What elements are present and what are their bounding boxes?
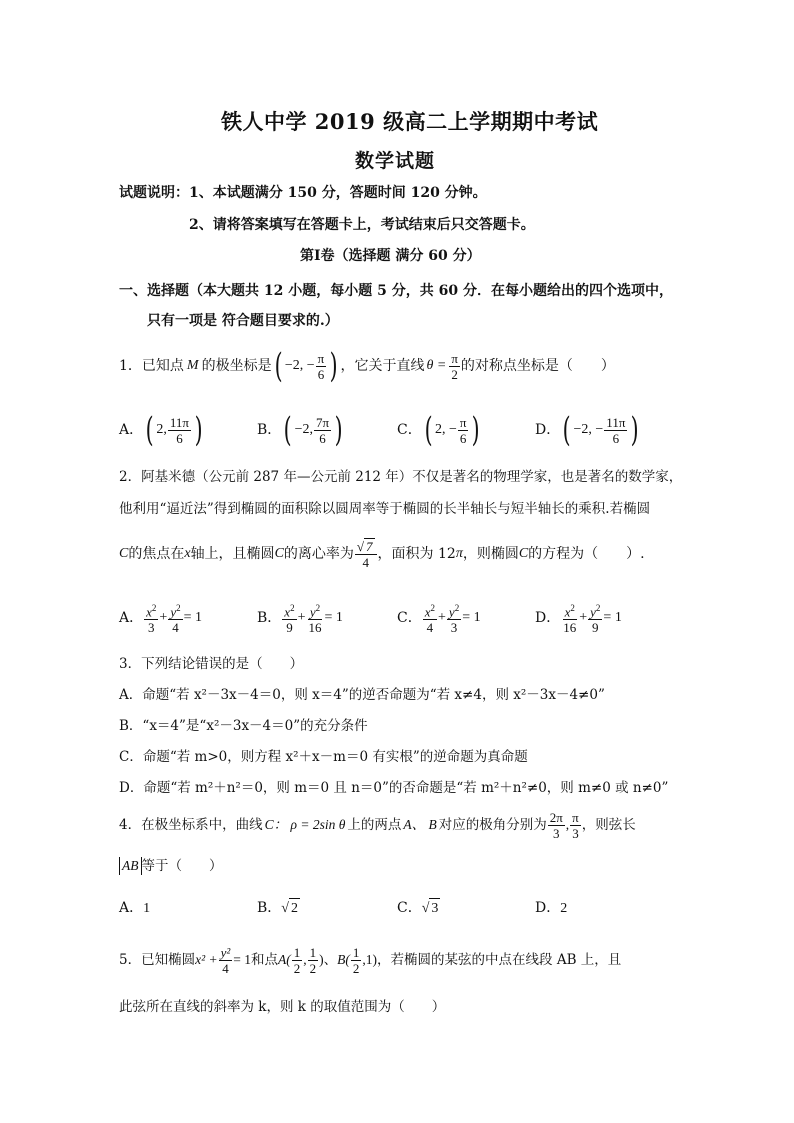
q4-text: 4．在极坐标系中，曲线 bbox=[119, 817, 263, 833]
frac-y bbox=[447, 601, 461, 635]
frac-den: 9 bbox=[592, 620, 599, 636]
frac-den: 4 bbox=[362, 555, 369, 570]
q3-option-d[interactable]: D．命题“若 m²＋n²＝0，则 m＝0 且 n＝0”的否命题是“若 m²＋n²≠0，则 m≠0 或 n≠0” bbox=[119, 780, 669, 796]
q1-text: 的极坐标是 bbox=[201, 358, 272, 374]
section-heading-2: 只有一项是 符合题目要求的.） bbox=[147, 313, 339, 329]
option-value: 2 bbox=[560, 901, 568, 916]
q2-text: ，则椭圆 bbox=[462, 546, 519, 562]
radicand: 3 bbox=[429, 898, 440, 919]
frac-num: 1 bbox=[309, 944, 317, 960]
q1-option-d[interactable] bbox=[535, 410, 642, 450]
q4-points: A、 B bbox=[403, 817, 437, 832]
q4-option-c[interactable] bbox=[397, 898, 440, 919]
q4-option-d[interactable] bbox=[535, 898, 567, 919]
frac-den: 4 bbox=[172, 620, 179, 636]
q1-text: 已知点 bbox=[141, 358, 184, 374]
frac-num: $y^2$ bbox=[448, 602, 460, 620]
frac-num: π bbox=[572, 809, 579, 825]
frac-num: 7π bbox=[315, 414, 330, 430]
point-b: B( bbox=[337, 952, 350, 967]
section-heading-1: 一、选择题（本大题共 12 小题，每小题 5 分，共 60 分．在每小题给出的四个选项中， bbox=[119, 283, 673, 299]
frac-den: 3 bbox=[148, 620, 155, 636]
q1-coord: −2, − bbox=[284, 358, 315, 373]
point-a: A( bbox=[278, 952, 291, 967]
half-fraction bbox=[351, 945, 362, 976]
radicand: 7 bbox=[366, 539, 373, 554]
option-value: −2, bbox=[294, 422, 313, 437]
paren-left-icon: ( bbox=[274, 346, 283, 386]
q3-stem: 3．下列结论错误的是（ ） bbox=[119, 656, 304, 672]
frac-x bbox=[144, 601, 158, 635]
frac-den: 2 bbox=[352, 960, 360, 976]
q4-stem: 4．在极坐标系中，曲线 C： ρ = 2sin θ 上的两点 A、 B 对应的极角分别为 $\frac{2\pi}{3}$ , $\frac{\pi}{3}$ ，则弦长 bbox=[119, 809, 636, 841]
equals-one: = 1 bbox=[462, 610, 481, 625]
q4-option-a[interactable] bbox=[119, 898, 150, 919]
frac-num bbox=[355, 538, 377, 555]
angle-fraction-2 bbox=[570, 810, 581, 841]
option-fraction bbox=[314, 415, 331, 446]
var-c: C bbox=[518, 546, 529, 561]
q5-stem: 5．已知椭圆 x² + $\frac{\text{y²}}{4}$ = 1 和点 A( $\frac{1}{2}$ , $\frac{1}{2}$ )、 B( $\frac{1}{2}$ ,1) ，若椭圆的某弦的中点在线段 AB 上，且 bbox=[119, 944, 622, 976]
q4-option-b[interactable] bbox=[257, 898, 300, 919]
q1-text: ，它关于直线 bbox=[340, 358, 425, 374]
frac-num: $x^2$ bbox=[564, 602, 575, 620]
q1-fraction bbox=[316, 351, 327, 382]
frac-num: 11π bbox=[169, 414, 189, 430]
frac-num: 1 bbox=[293, 944, 301, 960]
var-c: C bbox=[119, 546, 129, 561]
frac-num: $y^2$ bbox=[590, 602, 601, 620]
q1-line-fraction bbox=[449, 351, 460, 382]
q4-text: 上的两点 bbox=[347, 817, 402, 833]
volume-heading: 第Ⅰ卷（选择题 满分 60 分） bbox=[300, 248, 481, 264]
q2-option-a[interactable]: A． $\frac{x^2}{3}$ + $\frac{y^2}{4}$ = 1 bbox=[119, 602, 202, 636]
q5-text: ，若椭圆的某弦的中点在线段 AB 上，且 bbox=[377, 952, 622, 968]
paren-left-icon: ( bbox=[562, 410, 571, 450]
frac-den: 4 bbox=[426, 620, 434, 636]
option-label: B． bbox=[257, 610, 282, 626]
frac-den: 2 bbox=[293, 960, 301, 976]
exam-subtitle: 数学试题 bbox=[355, 150, 436, 172]
sqrt-icon: √ 2 bbox=[281, 898, 300, 919]
frac-den: 16 bbox=[563, 620, 577, 636]
frac-num: $x^2$ bbox=[146, 602, 157, 620]
paren-left-icon: ( bbox=[283, 410, 292, 450]
q2-line1: 2．阿基米德（公元前 287 年—公元前 212 年）不仅是著名的物理学家，也是著名的数学家， bbox=[119, 469, 683, 485]
option-label: C． bbox=[397, 900, 422, 916]
frac-den: 3 bbox=[572, 825, 579, 841]
option-label: D． bbox=[535, 610, 561, 626]
frac-x bbox=[561, 601, 578, 635]
option-label: A． bbox=[119, 422, 144, 438]
pi-symbol: π bbox=[455, 546, 463, 561]
option-value: 2, bbox=[156, 422, 167, 437]
q2-option-d[interactable]: D． $\frac{x^2}{16}$ + $\frac{y^2}{9}$ = 1 bbox=[535, 602, 622, 636]
equals-one: = 1 bbox=[183, 610, 202, 625]
option-label: A． bbox=[119, 900, 144, 916]
chord-abs: AB bbox=[119, 857, 142, 875]
q2-text: 轴上，且椭圆 bbox=[190, 546, 275, 562]
option-label: C． bbox=[397, 422, 422, 438]
sqrt-icon: √ 7 bbox=[356, 539, 373, 554]
half-fraction bbox=[308, 945, 319, 976]
paren-left-icon: ( bbox=[145, 410, 154, 450]
option-label: D． bbox=[535, 422, 561, 438]
q3-option-c[interactable]: C．命题“若 m>0，则方程 x²＋x－m＝0 有实根”的逆命题为真命题 bbox=[119, 749, 528, 765]
equals-one: = 1 bbox=[324, 610, 343, 625]
frac-den: 9 bbox=[286, 620, 293, 636]
frac-den: 2 bbox=[451, 366, 458, 382]
q1-var-m: M bbox=[186, 358, 199, 373]
frac-num: y² bbox=[220, 944, 231, 960]
q3-option-b[interactable]: B．“x＝4”是“x²－3x－4＝0”的充分条件 bbox=[119, 718, 368, 734]
option-value: 1 bbox=[143, 901, 151, 916]
frac-den: 2 bbox=[309, 960, 317, 976]
q2-text: 的离心率为 bbox=[283, 546, 354, 562]
frac-den: 6 bbox=[319, 430, 326, 446]
q1-number: 1． bbox=[119, 358, 142, 374]
instructions-line1 bbox=[119, 183, 487, 203]
instructions-label: 试题说明： bbox=[119, 185, 189, 201]
frac-x bbox=[423, 601, 437, 635]
var-x: x bbox=[184, 546, 191, 561]
q1-option-c[interactable] bbox=[397, 410, 483, 450]
q1-text: 的对称点坐标是（ ） bbox=[460, 358, 615, 374]
frac-den: 4 bbox=[222, 960, 229, 976]
frac-den: 3 bbox=[450, 620, 458, 636]
q4-stem-2 bbox=[119, 856, 223, 876]
option-fraction bbox=[604, 415, 627, 446]
q2-line3 bbox=[119, 534, 645, 574]
frac-x bbox=[282, 601, 296, 635]
frac-num: $x^2$ bbox=[424, 602, 435, 620]
q4-text: 等于（ ） bbox=[141, 858, 223, 874]
q5-text: 和点 bbox=[251, 952, 279, 968]
frac-den: 6 bbox=[459, 430, 467, 446]
frac-num: 11π bbox=[606, 414, 626, 430]
frac-num: π bbox=[451, 350, 458, 366]
eccentricity-fraction bbox=[355, 538, 377, 570]
paren-left-icon: ( bbox=[424, 410, 433, 450]
exam-title: 铁人中学 2019 级高二上学期期中考试 bbox=[221, 109, 599, 134]
frac-y bbox=[588, 601, 602, 635]
paren-right-icon: ) bbox=[194, 410, 203, 450]
q2-option-b[interactable]: B． $\frac{x^2}{9}$ + $\frac{y^2}{16}$ = 1 bbox=[257, 602, 343, 636]
frac-num: π bbox=[459, 414, 467, 430]
paren-right-icon: ) bbox=[329, 346, 338, 386]
q2-option-c[interactable]: C． $\frac{x^2}{4}$ + $\frac{y^2}{3}$ = 1 bbox=[397, 602, 481, 636]
paren-right-icon: ) bbox=[472, 410, 481, 450]
frac-den: 6 bbox=[317, 366, 325, 382]
q1-options bbox=[119, 410, 679, 450]
frac-num: $x^2$ bbox=[284, 602, 295, 620]
paren-right-icon: ) bbox=[631, 410, 640, 450]
q2-options bbox=[119, 598, 679, 638]
equals-one: = 1 bbox=[603, 610, 622, 625]
q1-stem bbox=[119, 346, 615, 386]
option-label: A． bbox=[119, 610, 144, 626]
option-label: B． bbox=[257, 422, 282, 438]
half-fraction bbox=[292, 945, 303, 976]
sqrt-icon: √ 3 bbox=[422, 898, 441, 919]
instruction-1: 1、本试题满分 150 分，答题时间 120 分钟。 bbox=[189, 185, 487, 201]
option-label: B． bbox=[257, 900, 282, 916]
frac-num: 2π bbox=[549, 809, 563, 825]
q5-eq-x: x² + bbox=[195, 952, 218, 967]
frac-y bbox=[306, 601, 323, 635]
frac-den: 6 bbox=[176, 430, 183, 446]
frac-den: 6 bbox=[612, 430, 620, 446]
instruction-2: 2、请将答案填写在答题卡上，考试结束后只交答题卡。 bbox=[189, 217, 535, 233]
paren-right-icon: ) bbox=[334, 410, 343, 450]
option-value: −2, − bbox=[573, 422, 604, 437]
q1-theta: θ = bbox=[426, 358, 447, 373]
q4-text: 对应的极角分别为 bbox=[438, 817, 547, 833]
frac-y bbox=[168, 601, 182, 635]
q2-text: 的方程为（ ）. bbox=[528, 546, 645, 562]
frac-den: 3 bbox=[552, 825, 560, 841]
equals-one: = 1 bbox=[233, 952, 252, 967]
frac-num: $y^2$ bbox=[309, 602, 321, 620]
q4-options bbox=[119, 898, 679, 922]
q5-frac-y bbox=[219, 945, 233, 976]
q2-line2: 他利用“逼近法”得到椭圆的面积除以圆周率等于椭圆的长半轴长与短半轴长的乘积.若椭圆 bbox=[119, 501, 651, 517]
q5-line2: 此弦所在直线的斜率为 k，则 k 的取值范围为（ ） bbox=[119, 999, 446, 1015]
q3-option-a[interactable]: A．命题“若 x²－3x－4＝0，则 x＝4”的逆否命题为“若 x≠4，则 x²－3x－4≠0” bbox=[119, 687, 605, 703]
q4-curve: C： ρ = 2sin θ bbox=[264, 817, 346, 832]
q4-text: ，则弦长 bbox=[581, 817, 636, 833]
option-label: D． bbox=[535, 900, 561, 916]
var-c: C bbox=[274, 546, 284, 561]
option-fraction bbox=[168, 415, 191, 446]
option-label: C． bbox=[397, 610, 422, 626]
q5-text: 5．已知椭圆 bbox=[119, 952, 196, 968]
q2-text: 的焦点在 bbox=[128, 546, 185, 562]
frac-num: $y^2$ bbox=[170, 602, 181, 620]
q1-option-b[interactable] bbox=[257, 410, 345, 450]
q2-text: ，面积为 12 bbox=[377, 546, 456, 562]
option-value: 2, − bbox=[434, 422, 457, 437]
option-fraction bbox=[458, 415, 469, 446]
angle-fraction-1 bbox=[548, 810, 565, 841]
radicand: 2 bbox=[289, 898, 300, 919]
frac-num: π bbox=[317, 350, 325, 366]
frac-num: 1 bbox=[352, 944, 360, 960]
q1-option-a[interactable] bbox=[119, 410, 205, 450]
frac-den: 16 bbox=[308, 620, 322, 636]
